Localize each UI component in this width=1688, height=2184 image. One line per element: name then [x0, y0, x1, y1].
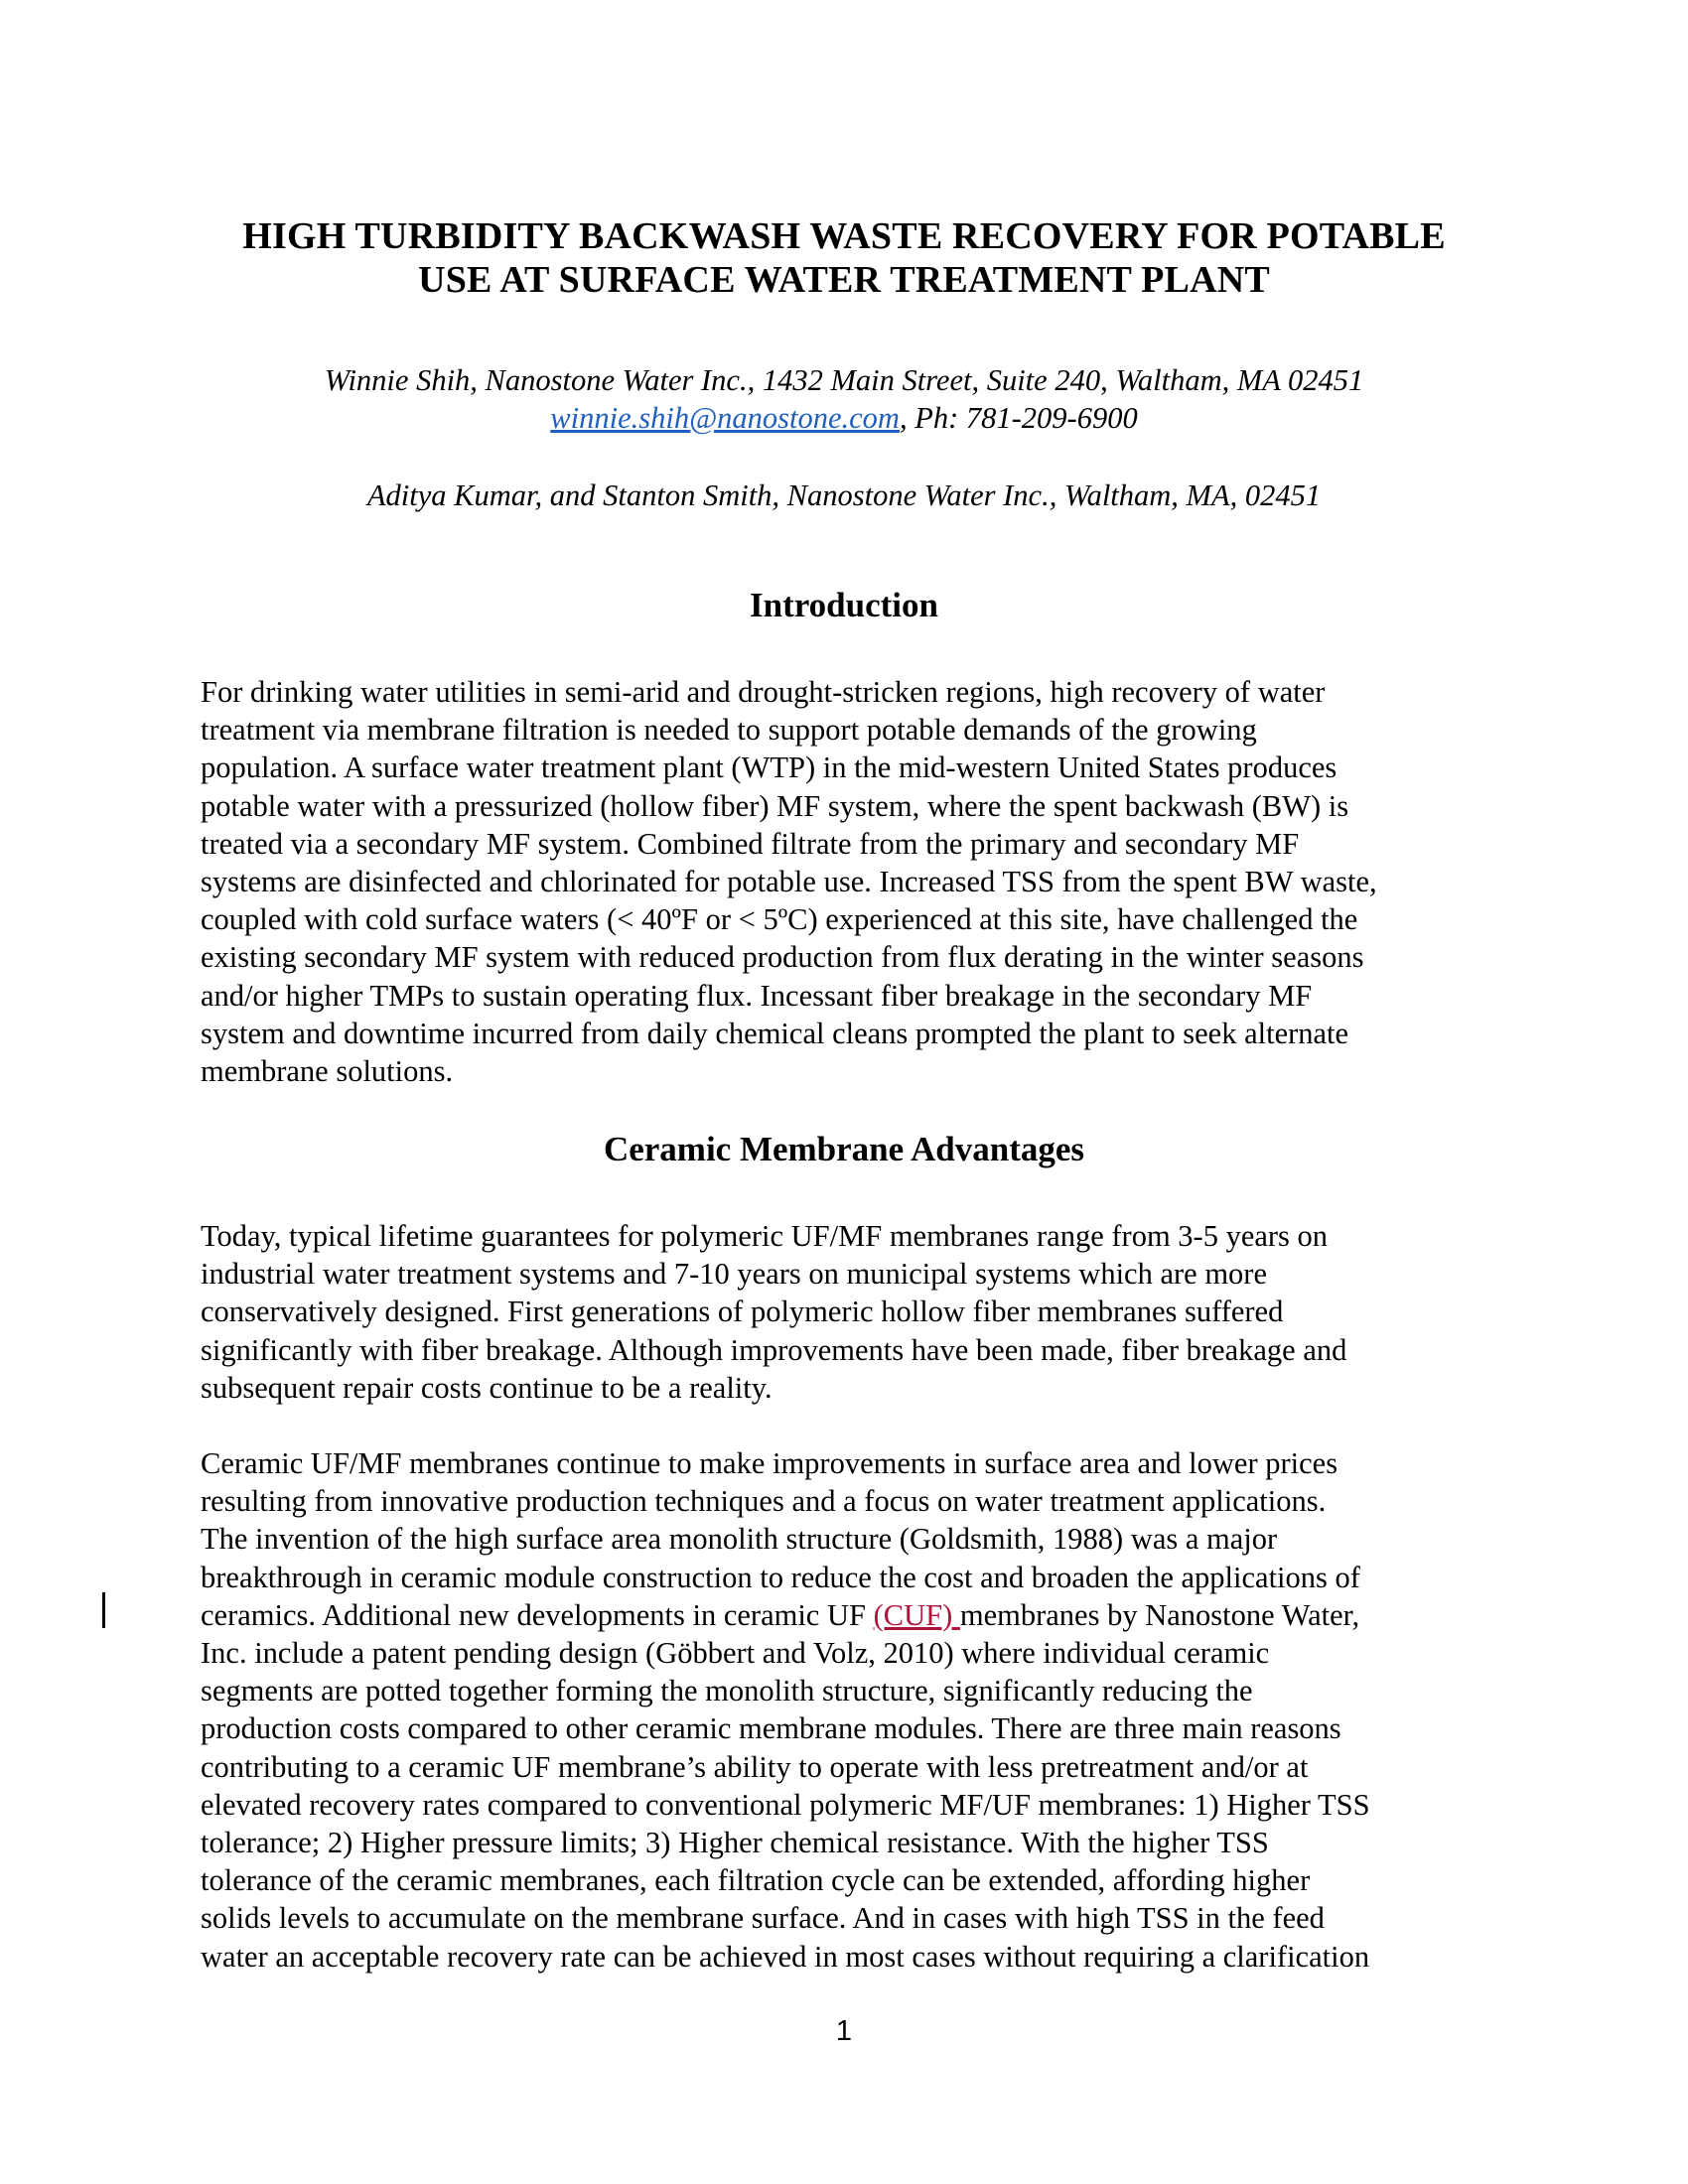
paragraph-line-cuf: [201, 1596, 1491, 1634]
document-title: [0, 214, 1688, 302]
page-number: 1: [835, 2015, 853, 2047]
paragraph-line: subsequent repair costs continue to be a reality.: [201, 1370, 773, 1405]
ceramic-paragraph-2: [201, 1444, 1491, 1976]
paragraph-line: production costs compared to other ceramic membrane modules. There are three main reasons: [201, 1711, 1341, 1746]
paragraph-line: tolerance; 2) Higher pressure limits; 3) Higher chemical resistance. With the higher TSS: [201, 1826, 1269, 1860]
paragraph-line: potable water with a pressurized (hollow fiber) MF system, where the spent backwash (BW) is: [201, 788, 1349, 823]
paragraph-line: population. A surface water treatment plant (WTP) in the mid-western United States produces: [201, 751, 1337, 785]
cuf-line-text-before: ceramics. Additional new developments in ceramic UF: [201, 1597, 874, 1632]
paragraph-line: coupled with cold surface waters (< 40ºF or < 5ºC) experienced at this site, have challenged the: [201, 902, 1358, 937]
paragraph-line: and/or higher TMPs to sustain operating flux. Incessant fiber breakage in the secondary MF: [201, 978, 1313, 1013]
author-phone: , Ph: 781-209-6900: [899, 401, 1138, 435]
paragraph-line: resulting from innovative production techniques and a focus on water treatment applications.: [201, 1484, 1327, 1519]
paragraph-line: significantly with fiber breakage. Although improvements have been made, fiber breakage and: [201, 1332, 1347, 1367]
author-email-link[interactable]: winnie.shih@nanostone.com: [550, 401, 900, 435]
paragraph-line: treated via a secondary MF system. Combined filtrate from the primary and secondary MF: [201, 826, 1300, 861]
paragraph-line: contributing to a ceramic UF membrane’s ability to operate with less pretreatment and/or at: [201, 1749, 1309, 1784]
section-heading-introduction: Introduction: [750, 586, 938, 624]
paragraph-line: breakthrough in ceramic module construction to reduce the cost and broaden the applications of: [201, 1560, 1360, 1594]
title-line-2: USE AT SURFACE WATER TREATMENT PLANT: [418, 259, 1270, 301]
tracked-change-bar: [102, 1592, 105, 1628]
author-primary: Winnie Shih, Nanostone Water Inc., 1432 Main Street, Suite 240, Waltham, MA 02451: [324, 363, 1364, 397]
paragraph-line: Today, typical lifetime guarantees for polymeric UF/MF membranes range from 3-5 years on: [201, 1219, 1329, 1253]
paragraph-line: solids levels to accumulate on the membrane surface. And in cases with high TSS in the feed: [201, 1901, 1325, 1936]
paragraph-line: The invention of the high surface area monolith structure (Goldsmith, 1988) was a major: [201, 1522, 1278, 1557]
paragraph-line: system and downtime incurred from daily chemical cleans prompted the plant to seek alternate: [201, 1016, 1349, 1050]
paragraph-line: industrial water treatment systems and 7-10 years on municipal systems which are more: [201, 1257, 1267, 1292]
paragraph-line: water an acceptable recovery rate can be achieved in most cases without requiring a clarification: [201, 1939, 1370, 1974]
section-heading-ceramic-advantages: Ceramic Membrane Advantages: [603, 1130, 1085, 1168]
paragraph-line: systems are disinfected and chlorinated for potable use. Increased TSS from the spent BW waste,: [201, 865, 1377, 899]
author-contact: [0, 399, 1688, 437]
paragraph-line: For drinking water utilities in semi-arid and drought-stricken regions, high recovery of water: [201, 675, 1326, 709]
cuf-line-text-after: membranes by Nanostone Water,: [959, 1597, 1360, 1632]
introduction-paragraph: [201, 673, 1491, 1090]
title-line-1: HIGH TURBIDITY BACKWASH WASTE RECOVERY FOR POTABLE: [242, 215, 1446, 257]
paragraph-line: segments are potted together forming the monolith structure, significantly reducing the: [201, 1674, 1253, 1708]
paragraph-line: existing secondary MF system with reduced production from flux derating in the winter seasons: [201, 940, 1364, 975]
paragraph-line: treatment via membrane filtration is needed to support potable demands of the growing: [201, 713, 1257, 748]
paragraph-line: Ceramic UF/MF membranes continue to make improvements in surface area and lower prices: [201, 1446, 1338, 1480]
cuf-tracked-change[interactable]: (CUF): [873, 1597, 960, 1632]
author-coauthors: Aditya Kumar, and Stanton Smith, Nanostone Water Inc., Waltham, MA, 02451: [366, 478, 1322, 512]
paragraph-line: conservatively designed. First generations of polymeric hollow fiber membranes suffered: [201, 1295, 1284, 1329]
paragraph-line: elevated recovery rates compared to conventional polymeric MF/UF membranes: 1) Higher TSS: [201, 1787, 1370, 1822]
ceramic-paragraph-1: [201, 1217, 1491, 1407]
paragraph-line: membrane solutions.: [201, 1054, 454, 1089]
paragraph-line: tolerance of the ceramic membranes, each filtration cycle can be extended, affording higher: [201, 1863, 1311, 1898]
paragraph-line: Inc. include a patent pending design (Göbbert and Volz, 2010) where individual ceramic: [201, 1636, 1270, 1671]
